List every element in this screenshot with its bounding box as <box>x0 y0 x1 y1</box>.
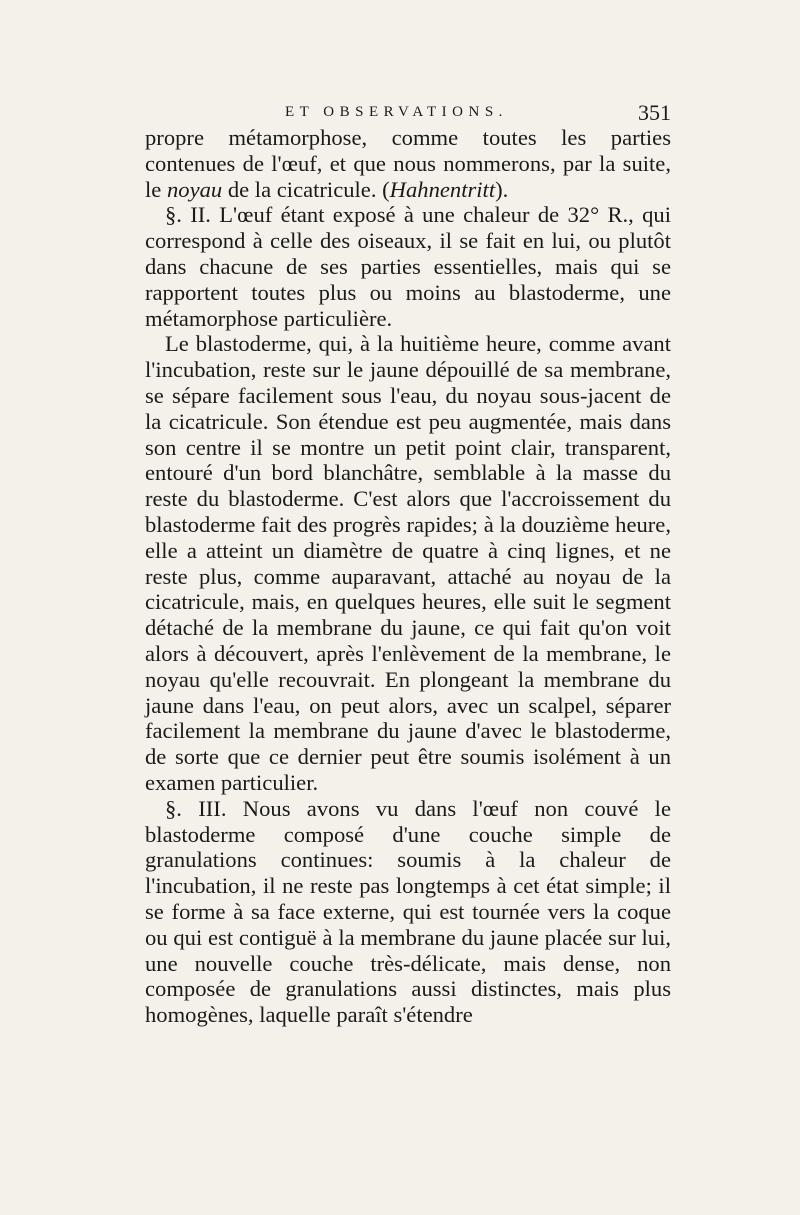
body-text <box>145 125 671 1028</box>
paragraph-1-text-3: ). <box>495 176 509 202</box>
paragraph-blastoderme: Le blastoderme, qui, à la huitième heure, comme avant l'incubation, reste sur le jaune dépouillé de sa membrane, se sépare facilement sous l'eau, du noyau sous-jacent de la cicatricule. Son étendue est peu augmentée, mais dans son centre il se montre un petit point clair, transparent, entouré d'un bord blanchâtre, semblable à la masse du reste du blastoderme. C'est alors que l'accroissement du blastoderme fait des progrès rapides; à la douzième heure, elle a atteint un diamètre de quatre à cinq lignes, et ne reste plus, comme auparavant, attaché au noyau de la cicatricule, mais, en quelques heures, elle suit le segment détaché de la membrane du jaune, ce qui fait qu'on voit alors à découvert, après l'enlèvement de la membrane, le noyau qu'elle recouvrait. En plongeant la membrane du jaune dans l'eau, on peut alors, avec un scalpel, séparer facilement la membrane du jaune d'avec le blastoderme, de sorte que ce dernier peut être soumis isolément à un examen particulier. <box>145 331 671 795</box>
paragraph-section-iii: §. III. Nous avons vu dans l'œuf non couvé le blastoderme composé d'une couche simple de granulations continues: soumis à la chaleur de l'incubation, il ne reste pas longtemps à cet état simple; il se forme à sa face externe, qui est tournée vers la coque ou qui est contiguë à la membrane du jaune placée sur lui, une nouvelle couche très-délicate, mais dense, non composée de granulations aussi distinctes, mais plus homogènes, laquelle paraît s'étendre <box>145 795 671 1028</box>
page-number: 351 <box>638 100 671 125</box>
paragraph-1 <box>145 125 671 202</box>
paragraph-1-text: propre métamorphose, comme toutes les parties contenues de l'œuf, et que nous nommerons, par la suite, le <box>145 125 671 202</box>
paragraph-1-text-2: de la cicatricule. ( <box>222 176 390 202</box>
page-header <box>145 100 671 126</box>
italic-term-noyau: noyau <box>166 176 223 202</box>
paragraph-section-ii: §. II. L'œuf étant exposé à une chaleur de 32° R., qui correspond à celle des oiseaux, il se fait en lui, ou plutôt dans chacune de ses parties essentielles, mais qui se rapportent toutes plus ou moins au blastoderme, une métamorphose particulière. <box>145 202 671 331</box>
italic-term-hahnentritt: Hahnentritt <box>389 176 496 202</box>
running-title: ET OBSERVATIONS. <box>285 104 508 120</box>
